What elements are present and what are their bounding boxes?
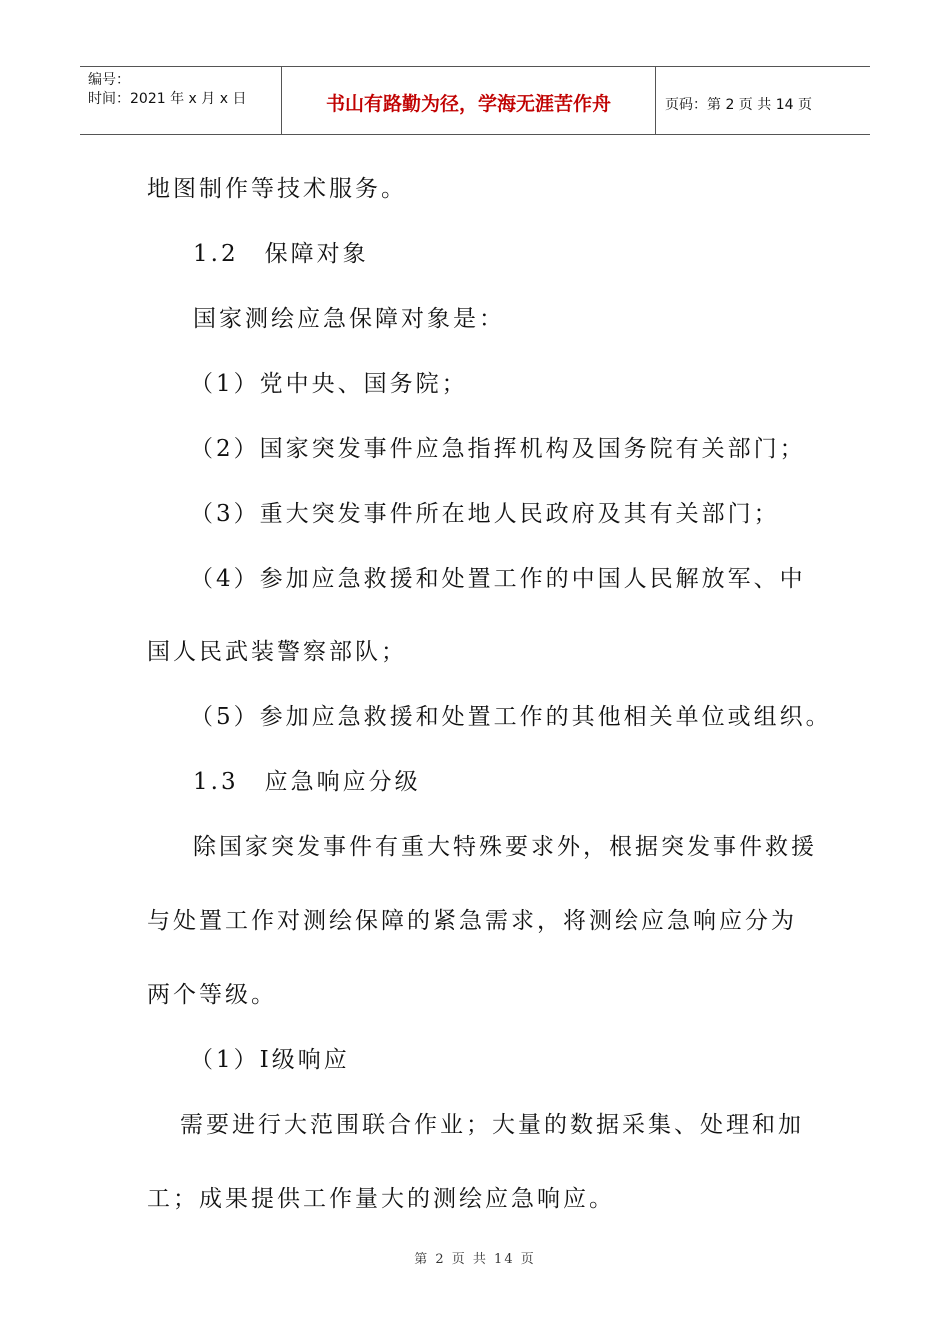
section-heading: 1.2 保障对象: [193, 241, 369, 267]
section-heading: 1.3 应急响应分级: [193, 769, 421, 795]
page-footer: 第 2 页 共 14 页: [414, 1252, 536, 1267]
document-date-label: 时间：2021 年 x 月 x 日: [88, 91, 247, 107]
body-line: 地图制作等技术服务。: [147, 176, 407, 202]
page-header: [80, 66, 870, 135]
header-motto: 书山有路勤为径，学海无涯苦作舟: [325, 93, 611, 115]
list-item: （1）党中央、国务院；: [190, 371, 468, 397]
list-item: （2）国家突发事件应急指挥机构及国务院有关部门；: [190, 436, 806, 462]
header-page-info: 页码：第 2 页 共 14 页: [665, 97, 812, 113]
body-line: 需要进行大范围联合作业；大量的数据采集、处理和加: [180, 1112, 804, 1138]
body-line: 工；成果提供工作量大的测绘应急响应。: [147, 1186, 615, 1212]
list-item: （1）Ⅰ级响应: [190, 1047, 350, 1073]
list-item: （5）参加应急救援和处置工作的其他相关单位或组织。: [190, 704, 832, 730]
body-line: 国家测绘应急保障对象是：: [193, 306, 505, 332]
document-number-label: 编号：: [88, 72, 130, 88]
body-line: 国人民武装警察部队；: [147, 639, 407, 665]
body-line: 除国家突发事件有重大特殊要求外，根据突发事件救援: [193, 834, 817, 860]
list-item: （4）参加应急救援和处置工作的中国人民解放军、中: [190, 566, 806, 592]
list-item: （3）重大突发事件所在地人民政府及其有关部门；: [190, 501, 780, 527]
body-line: 两个等级。: [147, 982, 277, 1008]
header-meta: [88, 71, 246, 109]
body-line: 与处置工作对测绘保障的紧急需求，将测绘应急响应分为: [147, 908, 797, 934]
